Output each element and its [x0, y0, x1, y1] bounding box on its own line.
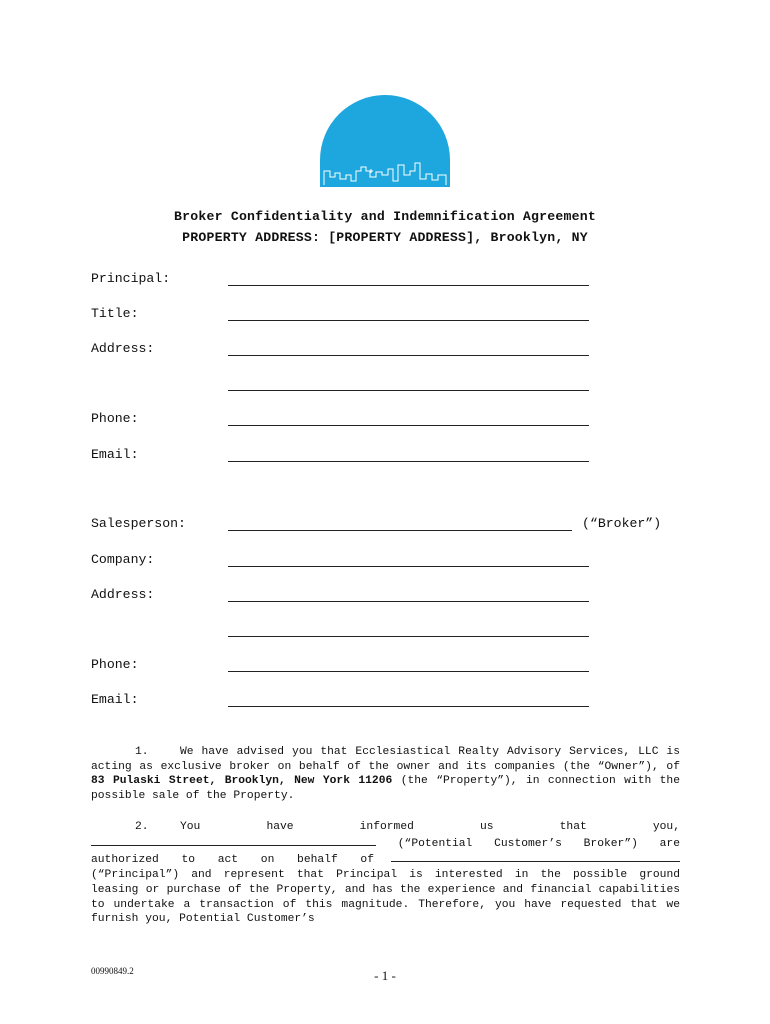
paragraph-2-line-1-text: You have informed us that you,: [180, 821, 680, 833]
principal-address-blank-line-1[interactable]: [228, 355, 589, 356]
broker-phone-row: [91, 657, 691, 677]
principal-email-label: Email:: [91, 447, 139, 462]
company-label: Company:: [91, 552, 155, 567]
principal-email-row: [91, 447, 691, 467]
principal-label: Principal:: [91, 271, 171, 286]
paragraph-2-line-1: [91, 820, 680, 835]
broker-address-blank-line-1[interactable]: [228, 601, 589, 602]
principal-phone-label: Phone:: [91, 411, 139, 426]
document-code: 00990849.2: [91, 966, 134, 976]
broker-email-blank-line[interactable]: [228, 706, 589, 707]
principal-phone-row: [91, 411, 691, 431]
paragraph-2-number: 2.: [135, 821, 149, 833]
broker-email-label: Email:: [91, 692, 139, 707]
page-number: - 1 -: [374, 968, 396, 983]
principal-address-row-2: [91, 376, 691, 396]
potential-broker-text: (“Potential Customer’s Broker”) are: [397, 837, 680, 850]
paragraph-2-rest: (“Principal”) and represent that Principal is interested in the possible ground leasing or purchase of the Property, and has the experience and financial capabilities to undertake a transaction of this magnitude. Therefore, you have requested that we furnish you, Potential Customer’s: [91, 869, 680, 926]
broker-address-blank-line-2[interactable]: [228, 636, 589, 637]
company-row: [91, 552, 691, 572]
salesperson-label: Salesperson:: [91, 516, 186, 531]
principal-address-row: [91, 341, 691, 361]
company-blank-line[interactable]: [228, 566, 589, 567]
principal-email-blank-line[interactable]: [228, 461, 589, 462]
broker-suffix: (“Broker”): [582, 516, 662, 531]
paragraph-2: [91, 820, 680, 927]
broker-email-row: [91, 692, 691, 712]
salesperson-blank-line[interactable]: [228, 530, 572, 531]
document-title: Broker Confidentiality and Indemnification Agreement: [174, 209, 596, 224]
broker-phone-label: Phone:: [91, 657, 139, 672]
paragraph-2-line-3: [91, 851, 680, 868]
principal-address-blank-line-2[interactable]: [228, 390, 589, 391]
broker-address-row-2: [91, 622, 691, 642]
principal-name-blank-line[interactable]: [391, 851, 680, 862]
broker-phone-blank-line[interactable]: [228, 671, 589, 672]
paragraph-1-text-b: (the “Property”), in connection with the possible sale of the Property.: [91, 775, 680, 803]
property-address-bold: 83 Pulaski Street, Brooklyn, New York 11206: [91, 775, 393, 788]
property-address-heading: PROPERTY ADDRESS: [PROPERTY ADDRESS], Brooklyn, NY: [182, 230, 588, 245]
paragraph-2-line-2: [91, 835, 680, 852]
broker-address-label: Address:: [91, 587, 155, 602]
authorized-text: authorized to act on behalf of: [91, 854, 374, 867]
title-label: Title:: [91, 306, 139, 321]
principal-phone-blank-line[interactable]: [228, 425, 589, 426]
title-blank-line[interactable]: [228, 320, 589, 321]
principal-blank-line[interactable]: [228, 285, 589, 286]
title-row: [91, 306, 691, 326]
principal-address-label: Address:: [91, 341, 155, 356]
salesperson-row: [91, 516, 691, 536]
principal-row: [91, 271, 691, 291]
paragraph-1: [91, 745, 680, 804]
potential-broker-blank-line[interactable]: [91, 835, 376, 846]
paragraph-1-text-a: We have advised you that Ecclesiastical Realty Advisory Services, LLC is acting as exclusive broker on behalf of the owner and its companies (the “Owner”), of: [91, 746, 680, 773]
skyline-dome-logo: [320, 95, 450, 187]
paragraph-1-number: 1.: [135, 746, 149, 758]
broker-address-row: [91, 587, 691, 607]
